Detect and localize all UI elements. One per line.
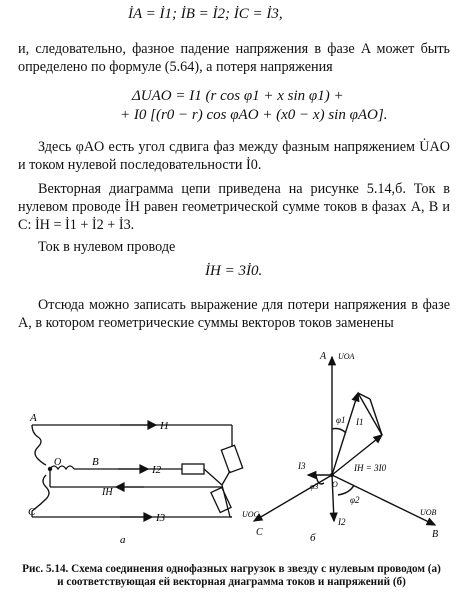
arc-phi2	[338, 485, 354, 495]
paragraph-2: Здесь φAO есть угол сдвига фаз между фазным напряжением U̇AO и током нулевой последовательности İ0.	[18, 139, 450, 173]
arrow-i3	[144, 513, 152, 521]
label-b: B	[92, 456, 99, 468]
label-a: A	[30, 412, 37, 424]
sublabel-b: б	[310, 532, 316, 544]
v-label-i2: I2	[338, 517, 346, 527]
resistor-b	[182, 464, 204, 474]
vector-uob	[332, 475, 435, 525]
v-label-o: O	[332, 480, 338, 489]
paragraph-4: Ток в нулевом проводе	[38, 239, 176, 255]
v-label-a: A	[320, 351, 327, 362]
label-o: O	[54, 457, 62, 468]
arrow-i2	[140, 465, 148, 473]
vector-uoc	[254, 475, 332, 521]
formula-neutral-current: İН = 3İ0.	[205, 263, 263, 279]
node-o-vector	[330, 473, 334, 477]
v-label-c: C	[256, 527, 263, 538]
v-label-phi3: φ3	[310, 482, 319, 491]
arc-phi1	[332, 429, 346, 434]
v-label-phi1: φ1	[336, 415, 346, 425]
paragraph-1: и, следовательно, фазное падение напряжения в фазе A может быть определено по формуле (5.64), а потеря напряжения	[18, 41, 450, 75]
v-label-uoc: UOC	[242, 510, 259, 519]
v-label-i3: I3	[298, 461, 306, 471]
node-o	[48, 467, 52, 471]
figure-circuit	[10, 395, 250, 550]
v-label-uoa: UOA	[338, 352, 355, 361]
v-label-phi2: φ2	[350, 495, 360, 505]
paragraph-5: Отсюда можно записать выражение для потери напряжения в фазе A, в котором геометрические суммы векторов токов заменены	[18, 297, 450, 331]
paragraph-3: Векторная диаграмма цепи приведена на рисунке 5.14,б. Ток в нулевом проводе İН равен геометрической сумме токов в фазах A, B и C: İН = İ1 + İ2 + İ3.	[18, 181, 450, 233]
label-ih: IН	[102, 487, 113, 498]
coil-a	[32, 425, 46, 465]
figure-caption: Рис. 5.14. Схема соединения однофазных нагрузок в звезду с нулевым проводом (а) и соответствующая ей векторная диаграмма токов и напряжений (б)	[22, 563, 441, 588]
label-i1: I1	[160, 420, 170, 432]
formula-voltage-loss-line1: ΔUAO = I1 (r cos φ1 + x sin φ1) +	[132, 88, 344, 104]
formula-voltage-loss-line2: + I0 [(r0 − r) cos φAO + (x0 − x) sin φAO].	[120, 107, 388, 123]
label-c: C	[28, 506, 36, 518]
v-label-i1: I1	[356, 417, 364, 427]
v-label-ih: IН = 3I0	[354, 463, 387, 473]
arrow-ih	[116, 483, 124, 491]
figure-vector-diagram	[240, 345, 455, 550]
sublabel-a: а	[120, 534, 126, 546]
v-label-b: B	[432, 529, 439, 540]
formula-phase-currents: İA = İ1; İB = İ2; İC = İ3,	[128, 6, 283, 22]
v-label-uob: UOB	[420, 508, 437, 517]
label-i2: I2	[152, 464, 162, 476]
label-i3: I3	[156, 512, 166, 524]
arrow-i1	[148, 421, 156, 429]
